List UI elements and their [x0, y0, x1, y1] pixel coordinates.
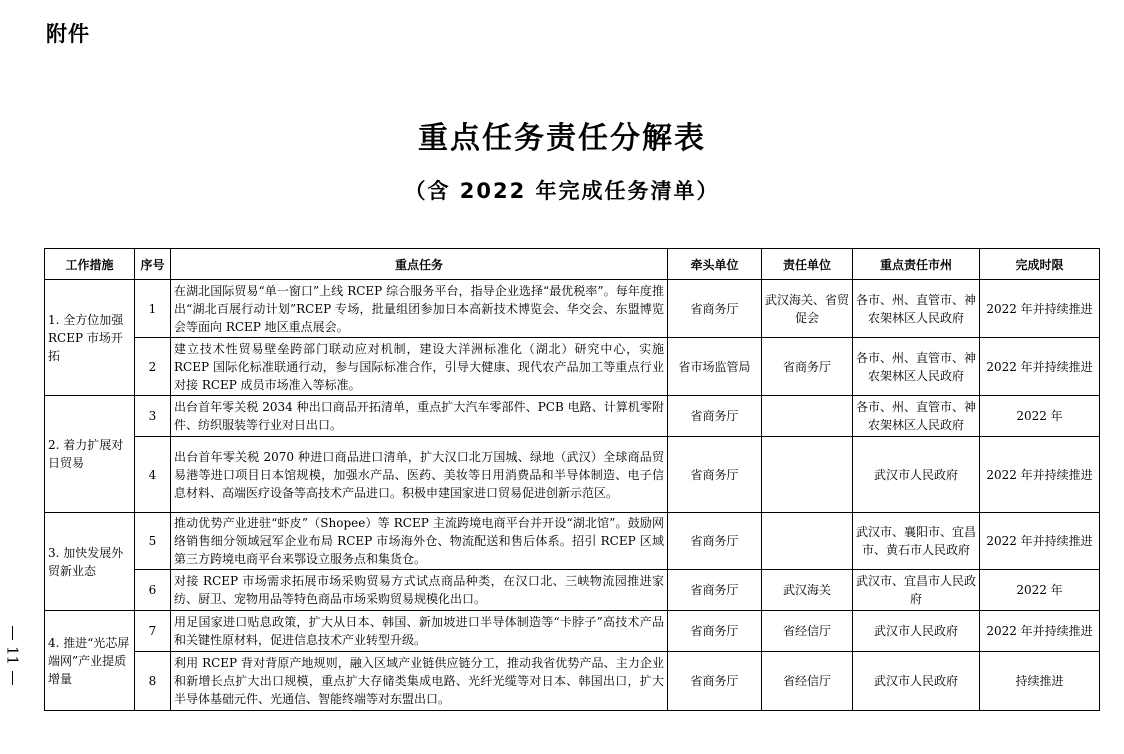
table-row — [45, 570, 1100, 611]
col-header-lead: 牵头单位 — [668, 249, 762, 280]
attachment-label: 附件 — [46, 22, 90, 46]
row-no: 8 — [135, 652, 171, 711]
row-resp: 省经信厅 — [762, 611, 853, 652]
row-no: 1 — [135, 280, 171, 338]
row-city: 各市、州、直管市、神农架林区人民政府 — [853, 338, 980, 396]
row-no: 4 — [135, 437, 171, 513]
row-deadline: 持续推进 — [980, 652, 1100, 711]
row-no: 7 — [135, 611, 171, 652]
table-header-row — [45, 249, 1100, 280]
page-number-value: 11 — [3, 646, 22, 666]
row-task: 在湖北国际贸易“单一窗口”上线 RCEP 综合服务平台，指导企业选择“最优税率”。每年度推出“湖北百展行动计划”RCEP 专场，批量组团参加日本高新技术博览会、华交会、东盟博览会等面向 RCEP 地区重点展会。 — [171, 280, 668, 338]
row-resp: 省经信厅 — [762, 652, 853, 711]
col-header-no: 序号 — [135, 249, 171, 280]
row-lead: 省市场监管局 — [668, 338, 762, 396]
document-title: 重点任务责任分解表 — [418, 121, 706, 156]
row-lead: 省商务厅 — [668, 437, 762, 513]
row-task: 出台首年零关税 2070 种进口商品进口清单，扩大汉口北万国城、绿地（武汉）全球商品贸易港等进口项目日本馆规模，加强水产品、医药、美妆等日用消费品和半导体制造、电子信息材料、高端医疗设备等高技术产品进口。积极申建国家进口贸易促进创新示范区。 — [171, 437, 668, 513]
table-row — [45, 611, 1100, 652]
row-city: 武汉市、宜昌市人民政府 — [853, 570, 980, 611]
row-lead: 省商务厅 — [668, 570, 762, 611]
table-row — [45, 396, 1100, 437]
table-row — [45, 437, 1100, 513]
row-resp — [762, 513, 853, 570]
row-deadline: 2022 年并持续推进 — [980, 513, 1100, 570]
measure-cell: 3. 加快发展外贸新业态 — [45, 513, 135, 611]
col-header-deadline: 完成时限 — [980, 249, 1100, 280]
row-no: 5 — [135, 513, 171, 570]
row-city: 武汉市、襄阳市、宜昌市、黄石市人民政府 — [853, 513, 980, 570]
row-task: 出台首年零关税 2034 种出口商品开拓清单，重点扩大汽车零部件、PCB 电路、计算机零附件、纺织服装等行业对日出口。 — [171, 396, 668, 437]
row-resp — [762, 396, 853, 437]
row-no: 6 — [135, 570, 171, 611]
row-city: 武汉市人民政府 — [853, 437, 980, 513]
row-lead: 省商务厅 — [668, 652, 762, 711]
row-deadline: 2022 年 — [980, 570, 1100, 611]
measure-cell: 4. 推进“光芯屏端网”产业提质增量 — [45, 611, 135, 711]
page-number-dash-bottom — [12, 671, 13, 685]
row-deadline: 2022 年并持续推进 — [980, 611, 1100, 652]
row-resp: 省商务厅 — [762, 338, 853, 396]
table-row — [45, 513, 1100, 570]
row-deadline: 2022 年 — [980, 396, 1100, 437]
row-deadline: 2022 年并持续推进 — [980, 280, 1100, 338]
row-resp: 武汉海关、省贸促会 — [762, 280, 853, 338]
row-deadline: 2022 年并持续推进 — [980, 338, 1100, 396]
row-lead: 省商务厅 — [668, 513, 762, 570]
page-number-dash-top — [12, 626, 13, 640]
col-header-measure: 工作措施 — [45, 249, 135, 280]
row-task: 用足国家进口贴息政策，扩大从日本、韩国、新加坡进口半导体制造等“卡脖子”高技术产品和关键性原材料，促进信息技术产业转型升级。 — [171, 611, 668, 652]
measure-cell: 2. 着力扩展对日贸易 — [45, 396, 135, 513]
row-resp — [762, 437, 853, 513]
row-no: 3 — [135, 396, 171, 437]
table-row — [45, 338, 1100, 396]
col-header-task: 重点任务 — [171, 249, 668, 280]
row-city: 武汉市人民政府 — [853, 652, 980, 711]
row-task: 推动优势产业进驻“虾皮”（Shopee）等 RCEP 主流跨境电商平台并开设“湖北馆”。鼓励网络销售细分领域冠军企业布局 RCEP 市场海外仓、物流配送和售后体系。招引 RCEP 区域第三方跨境电商平台来鄂设立服务点和集货仓。 — [171, 513, 668, 570]
row-task: 建立技术性贸易壁垒跨部门联动应对机制，建设大洋洲标准化（湖北）研究中心，实施 RCEP 国际化标准联通行动，参与国际标准合作，引导大健康、现代农产品加工等重点行业对接 RCEP 成员市场准入等标准。 — [171, 338, 668, 396]
row-lead: 省商务厅 — [668, 611, 762, 652]
row-city: 各市、州、直管市、神农架林区人民政府 — [853, 280, 980, 338]
col-header-resp: 责任单位 — [762, 249, 853, 280]
row-city: 武汉市人民政府 — [853, 611, 980, 652]
row-resp: 武汉海关 — [762, 570, 853, 611]
document-subtitle: （含 2022 年完成任务清单） — [404, 179, 720, 203]
row-city: 各市、州、直管市、神农架林区人民政府 — [853, 396, 980, 437]
table-row — [45, 652, 1100, 711]
col-header-city: 重点责任市州 — [853, 249, 980, 280]
row-lead: 省商务厅 — [668, 280, 762, 338]
row-no: 2 — [135, 338, 171, 396]
table-row — [45, 280, 1100, 338]
measure-cell: 1. 全方位加强 RCEP 市场开拓 — [45, 280, 135, 396]
row-deadline: 2022 年并持续推进 — [980, 437, 1100, 513]
task-table — [44, 248, 1100, 711]
row-task: 对接 RCEP 市场需求拓展市场采购贸易方式试点商品种类，在汉口北、三峡物流园推进家纺、厨卫、宠物用品等特色商品市场采购贸易规模化出口。 — [171, 570, 668, 611]
row-task: 利用 RCEP 背对背原产地规则，融入区域产业链供应链分工，推动我省优势产品、主力企业和新增长点扩大出口规模，重点扩大存储类集成电路、光纤光缆等对日本、韩国出口，扩大半导体基础元件、光通信、智能终端等对东盟出口。 — [171, 652, 668, 711]
row-lead: 省商务厅 — [668, 396, 762, 437]
page-number — [2, 622, 22, 689]
